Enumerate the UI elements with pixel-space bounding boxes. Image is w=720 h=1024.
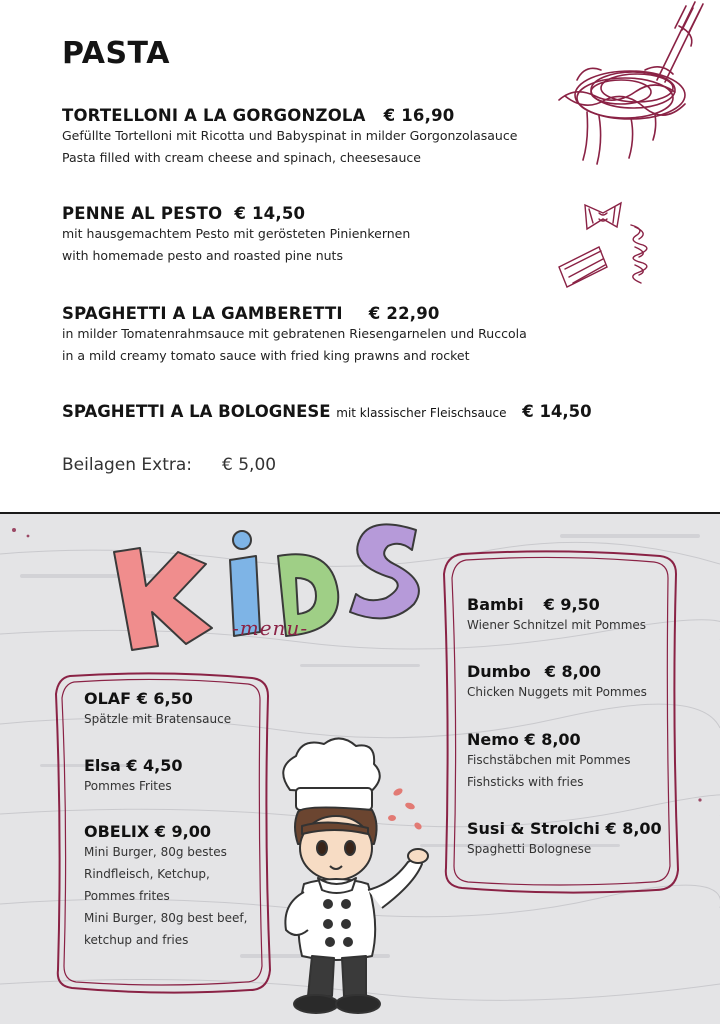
kids-item-olaf [84, 689, 231, 730]
pasta-title: PASTA [62, 36, 170, 71]
item-price: € 14,50 [234, 204, 306, 223]
item-desc-en: with homemade pesto and roasted pine nuts [62, 248, 343, 263]
item-price: € 4,50 [126, 756, 183, 775]
item-desc-en: Pasta filled with cream cheese and spinach, cheesesauce [62, 150, 421, 165]
item-price: € 6,50 [136, 689, 193, 708]
item-desc: Wiener Schnitzel mit Pommes [467, 618, 647, 632]
item-desc-line: Rindfleisch, Ketchup, [84, 867, 210, 881]
pasta-shapes-icon [555, 195, 665, 300]
item-name: PENNE AL PESTO [62, 204, 223, 223]
kids-section [0, 514, 720, 1024]
menu-item-penne [62, 204, 410, 267]
spaghetti-fork-icon [545, 0, 715, 170]
item-desc-line: Fischstäbchen mit Pommes [467, 753, 631, 767]
kids-item-nemo [467, 730, 630, 793]
item-name: Bambi [467, 595, 524, 614]
item-name: SPAGHETTI A LA BOLOGNESE [62, 402, 331, 421]
kids-item-elsa [84, 756, 183, 797]
menu-item-tortelloni [62, 106, 517, 169]
item-price: € 14,50 [522, 402, 592, 421]
menu-item-gamberetti [62, 304, 527, 367]
item-desc-line: ketchup and fries [84, 933, 189, 947]
item-name: TORTELLONI A LA GORGONZOLA [62, 106, 366, 125]
item-desc: Pommes Frites [84, 779, 172, 793]
kids-item-dumbo [467, 662, 647, 703]
item-price: € 22,90 [368, 304, 440, 323]
item-name: Nemo [467, 730, 519, 749]
item-name: Susi & Strolchi [467, 819, 600, 838]
kids-item-obelix [84, 822, 247, 951]
item-desc-line: Pommes frites [84, 889, 170, 903]
item-note: mit klassischer Fleischsauce [336, 406, 507, 420]
extras-price: € 5,00 [222, 455, 277, 475]
item-price: € 8,00 [524, 730, 581, 749]
item-price: € 9,00 [154, 822, 211, 841]
item-name: OLAF [84, 689, 132, 708]
chef-illustration [268, 734, 448, 1024]
item-name: Elsa [84, 756, 121, 775]
kids-item-susi-strolchi [467, 819, 662, 860]
item-desc-line: Mini Burger, 80g best beef, [84, 911, 248, 925]
item-price: € 8,00 [544, 662, 601, 681]
item-desc: Spätzle mit Bratensauce [84, 712, 232, 726]
item-desc: Chicken Nuggets mit Pommes [467, 685, 647, 699]
item-desc-line: Fishsticks with fries [467, 775, 584, 789]
item-desc-line: Mini Burger, 80g bestes [84, 845, 227, 859]
menu-item-bolognese [62, 402, 592, 421]
item-desc-de: mit hausgemachtem Pesto mit gerösteten Pinienkernen [62, 226, 411, 241]
item-desc-de: Gefüllte Tortelloni mit Ricotta und Babyspinat in milder Gorgonzolasauce [62, 128, 518, 143]
item-price: € 8,00 [605, 819, 662, 838]
kids-subtitle: -menu- [232, 616, 309, 640]
item-desc-en: in a mild creamy tomato sauce with fried king prawns and rocket [62, 348, 470, 363]
item-price: € 9,50 [543, 595, 600, 614]
item-price: € 16,90 [383, 106, 455, 125]
extras-line [62, 455, 276, 475]
item-name: Dumbo [467, 662, 531, 681]
kids-item-bambi [467, 595, 646, 636]
item-desc: Spaghetti Bolognese [467, 842, 592, 856]
extras-label: Beilagen Extra: [62, 455, 193, 475]
item-name: OBELIX [84, 822, 150, 841]
item-name: SPAGHETTI A LA GAMBERETTI [62, 304, 343, 323]
item-desc-de: in milder Tomatenrahmsauce mit gebratenen Riesengarnelen und Ruccola [62, 326, 527, 341]
